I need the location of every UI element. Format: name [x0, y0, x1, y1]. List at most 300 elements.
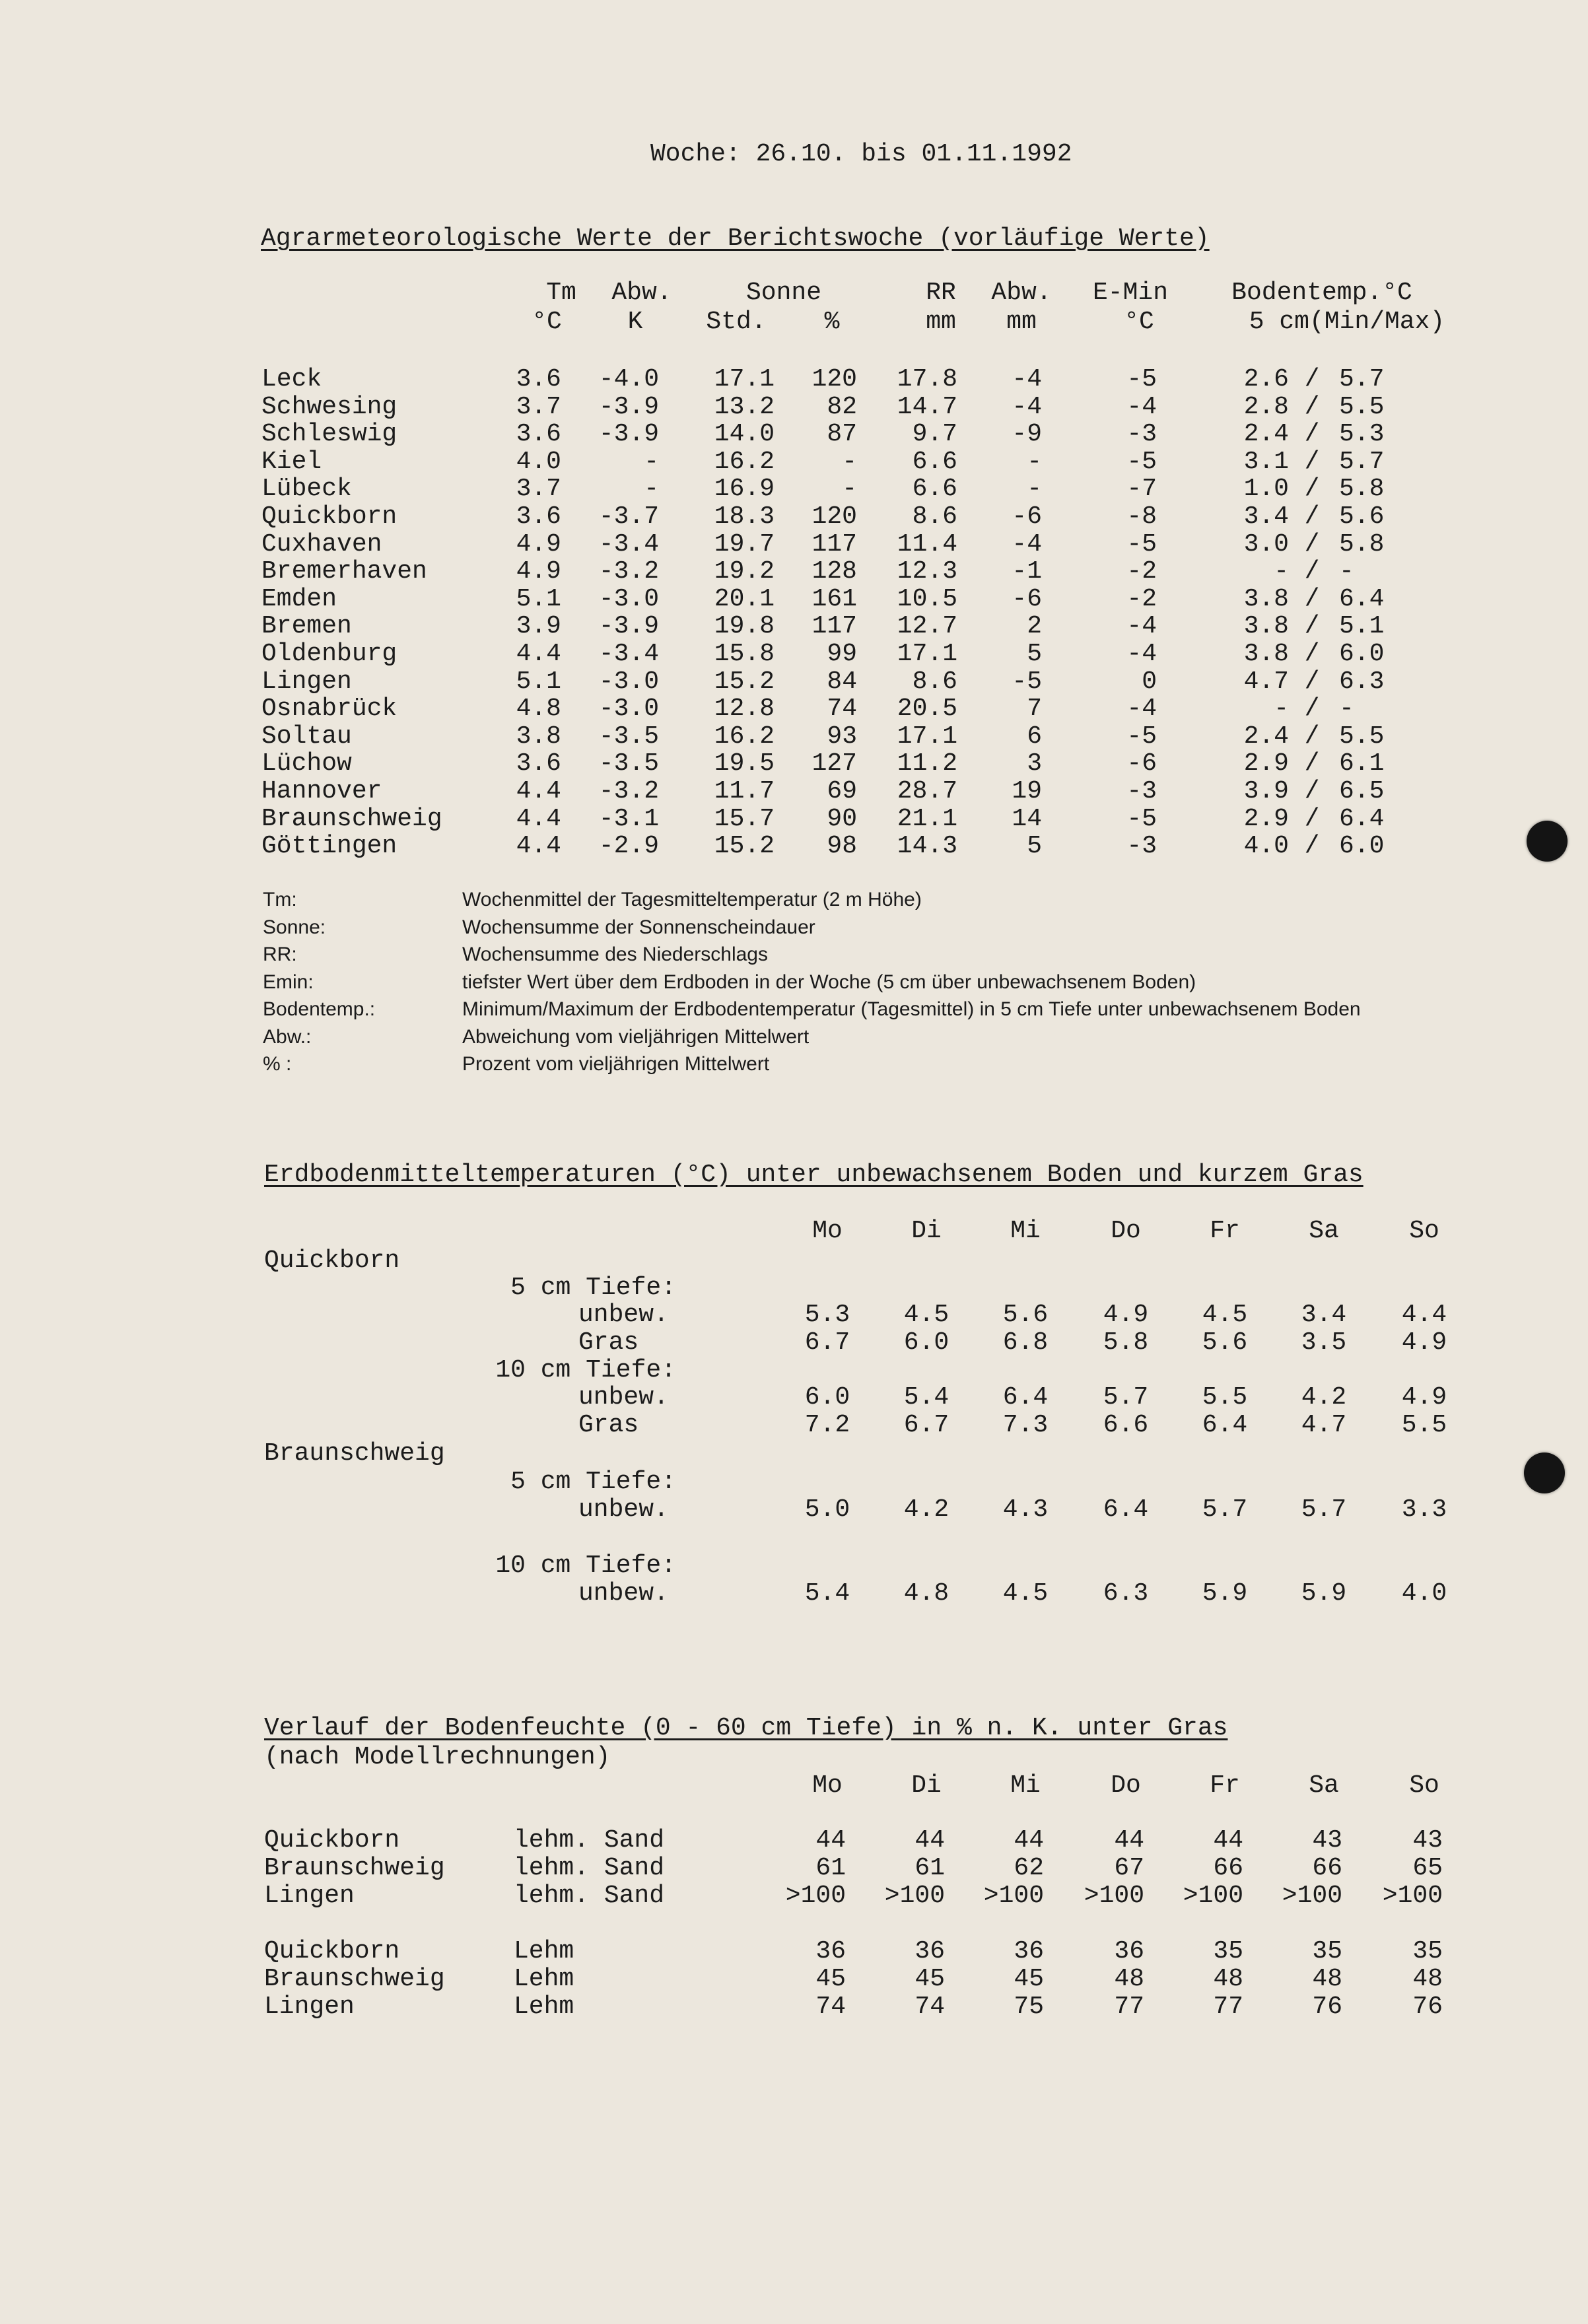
moisture-cell: 45 — [815, 1965, 846, 1993]
moisture-cell: 36 — [1014, 1937, 1044, 1965]
soil-type: lehm. Sand — [514, 1854, 665, 1882]
punch-hole-top — [1527, 821, 1568, 862]
soil-temp-min: 2.6 — [1243, 365, 1289, 393]
moisture-cell: 44 — [1213, 1826, 1243, 1855]
soil-temp-max: 6.0 — [1339, 832, 1385, 861]
agrar-cell: 84 — [827, 667, 857, 696]
agrar-cell: 28.7 — [897, 777, 957, 805]
agrar-cell: - — [644, 475, 659, 504]
agrar-cell: 13.2 — [714, 392, 775, 421]
agrar-cell: -9 — [1012, 420, 1042, 449]
day-header: Do — [1111, 1217, 1141, 1245]
agrar-cell: -5 — [1126, 804, 1157, 833]
moisture-cell: 35 — [1213, 1937, 1243, 1965]
legend-term: Sonne: — [263, 916, 326, 938]
moisture-cell: 48 — [1312, 1965, 1342, 1993]
soil-temp-min: - — [1274, 695, 1289, 724]
soil-temp-separator: / — [1304, 502, 1320, 531]
soil-type: lehm. Sand — [514, 1826, 665, 1855]
soil-temp-separator: / — [1304, 804, 1320, 833]
agrar-cell: 3.6 — [516, 365, 561, 393]
legend-term: RR: — [263, 943, 297, 965]
agrar-cell: -2.9 — [598, 832, 659, 861]
erdboden-title: Erdbodenmitteltemperaturen (°C) unter unbewachsenem Boden und kurzem Gras — [264, 1161, 1364, 1189]
station-name: Emden — [261, 584, 337, 613]
agrar-header-bottom: °C — [1124, 308, 1154, 336]
station-name: Leck — [261, 365, 322, 393]
legend-desc: tiefster Wert über dem Erdboden in der Woche (5 cm über unbewachsenem Boden) — [462, 971, 1196, 993]
agrar-cell: -4 — [1126, 392, 1157, 421]
agrar-title: Agrarmeteorologische Werte der Berichtswoche (vorläufige Werte) — [261, 224, 1210, 253]
moisture-cell: >100 — [1282, 1882, 1342, 1910]
bodenfeuchte-title: Verlauf der Bodenfeuchte (0 - 60 cm Tiefe) in % n. K. unter Gras — [264, 1714, 1228, 1742]
agrar-cell: 93 — [827, 722, 857, 751]
temperature-cell: 5.4 — [804, 1579, 850, 1608]
agrar-cell: 12.3 — [897, 557, 957, 586]
agrar-header-bottom: K — [627, 308, 643, 336]
station-name: Lingen — [261, 667, 352, 696]
agrar-cell: 5 — [1027, 832, 1042, 861]
legend-term: Abw.: — [263, 1025, 312, 1048]
agrar-cell: -3.2 — [598, 557, 659, 586]
moisture-cell: 62 — [1014, 1854, 1044, 1882]
agrar-cell: -6 — [1012, 584, 1042, 613]
agrar-cell: 3 — [1027, 749, 1042, 778]
temperature-cell: 3.3 — [1401, 1495, 1447, 1524]
agrar-cell: -5 — [1012, 667, 1042, 696]
agrar-cell: 18.3 — [714, 502, 775, 531]
moisture-cell: 44 — [1014, 1826, 1044, 1855]
agrar-cell: 3.8 — [516, 722, 561, 751]
station-name: Oldenburg — [261, 640, 397, 668]
moisture-cell: 36 — [915, 1937, 945, 1965]
agrar-cell: 17.1 — [897, 722, 957, 751]
moisture-cell: >100 — [785, 1882, 846, 1910]
temperature-cell: 7.2 — [804, 1411, 850, 1439]
temperature-cell: 6.8 — [1002, 1328, 1049, 1357]
station-name: Cuxhaven — [261, 530, 382, 559]
agrar-cell: 6.6 — [912, 475, 957, 504]
surface-label: unbew. — [578, 1495, 669, 1524]
bodenfeuchte-subtitle: (nach Modellrechnungen) — [264, 1743, 611, 1771]
agrar-cell: 11.2 — [897, 749, 957, 778]
soil-temp-min: 3.9 — [1243, 777, 1289, 805]
temperature-cell: 5.5 — [1202, 1383, 1248, 1412]
agrar-header-bottom: mm — [926, 308, 956, 336]
agrar-cell: 90 — [827, 804, 857, 833]
legend-desc: Wochensumme des Niederschlags — [462, 943, 768, 965]
agrar-cell: 11.7 — [714, 777, 775, 805]
surface-label: unbew. — [578, 1301, 669, 1329]
station-name: Lübeck — [261, 475, 352, 504]
moisture-cell: 74 — [815, 1993, 846, 2021]
day-header: Mo — [812, 1771, 843, 1800]
agrar-header-bottom: Std. — [706, 308, 767, 336]
agrar-cell: 12.8 — [714, 695, 775, 724]
agrar-cell: - — [1027, 447, 1042, 476]
agrar-cell: -6 — [1126, 749, 1157, 778]
agrar-cell: - — [842, 475, 857, 504]
agrar-cell: -3 — [1126, 420, 1157, 449]
agrar-cell: 82 — [827, 392, 857, 421]
agrar-cell: - — [644, 447, 659, 476]
agrar-cell: -2 — [1126, 584, 1157, 613]
agrar-cell: 0 — [1142, 667, 1157, 696]
legend-term: % : — [263, 1053, 292, 1075]
soil-temp-max: 5.7 — [1339, 365, 1385, 393]
soil-temp-min: 2.4 — [1243, 420, 1289, 449]
agrar-header-bottom: 5 cm(Min/Max) — [1249, 308, 1445, 336]
soil-temp-separator: / — [1304, 392, 1320, 421]
agrar-cell: 99 — [827, 640, 857, 668]
agrar-cell: -8 — [1126, 502, 1157, 531]
agrar-cell: 19.5 — [714, 749, 775, 778]
surface-label: Gras — [578, 1328, 639, 1357]
station-name: Schwesing — [261, 392, 397, 421]
agrar-cell: -4 — [1012, 392, 1042, 421]
temperature-cell: 6.0 — [903, 1328, 949, 1357]
day-header: So — [1409, 1771, 1439, 1800]
agrar-cell: 17.1 — [897, 640, 957, 668]
agrar-cell: 15.8 — [714, 640, 775, 668]
agrar-cell: 16.9 — [714, 475, 775, 504]
agrar-cell: -3.1 — [598, 804, 659, 833]
temperature-cell: 6.4 — [1002, 1383, 1049, 1412]
agrar-cell: 3.7 — [516, 475, 561, 504]
soil-temp-separator: / — [1304, 612, 1320, 641]
station-name: Quickborn — [264, 1937, 400, 1965]
soil-temp-separator: / — [1304, 420, 1320, 449]
station-name: Braunschweig — [261, 804, 442, 833]
agrar-cell: 4.4 — [516, 640, 561, 668]
agrar-cell: -3 — [1126, 832, 1157, 861]
agrar-cell: -4 — [1126, 612, 1157, 641]
agrar-cell: -4.0 — [598, 365, 659, 393]
agrar-cell: 3.6 — [516, 502, 561, 531]
agrar-cell: -3.0 — [598, 667, 659, 696]
moisture-cell: 44 — [815, 1826, 846, 1855]
temperature-cell: 7.3 — [1002, 1411, 1049, 1439]
depth-label: 5 cm Tiefe: — [510, 1274, 676, 1302]
soil-temp-separator: / — [1304, 722, 1320, 751]
station-name: Quickborn — [261, 502, 397, 531]
agrar-cell: 3.9 — [516, 612, 561, 641]
agrar-cell: -5 — [1126, 530, 1157, 559]
agrar-cell: 5.1 — [516, 584, 561, 613]
agrar-cell: -5 — [1126, 447, 1157, 476]
soil-temp-max: 5.8 — [1339, 475, 1385, 504]
agrar-cell: - — [842, 447, 857, 476]
station-name: Braunschweig — [264, 1965, 445, 1993]
soil-temp-min: 3.4 — [1243, 502, 1289, 531]
day-header: Di — [911, 1771, 942, 1800]
agrar-cell: -3.9 — [598, 612, 659, 641]
agrar-cell: 4.8 — [516, 695, 561, 724]
agrar-cell: -5 — [1126, 722, 1157, 751]
soil-temp-max: 5.1 — [1339, 612, 1385, 641]
agrar-header-top: Bodentemp.°C — [1231, 279, 1412, 307]
soil-temp-separator: / — [1304, 640, 1320, 668]
agrar-header-top: E-Min — [1092, 279, 1169, 307]
agrar-cell: -4 — [1126, 695, 1157, 724]
agrar-cell: 17.1 — [714, 365, 775, 393]
soil-temp-separator: / — [1304, 667, 1320, 696]
legend-desc: Abweichung vom vieljährigen Mittelwert — [462, 1025, 810, 1048]
moisture-cell: 48 — [1412, 1965, 1443, 1993]
soil-temp-min: 3.0 — [1243, 530, 1289, 559]
temperature-cell: 5.7 — [1202, 1495, 1248, 1524]
temperature-cell: 5.7 — [1103, 1383, 1149, 1412]
agrar-cell: 20.1 — [714, 584, 775, 613]
day-header: Fr — [1210, 1217, 1240, 1245]
soil-temp-min: 2.9 — [1243, 804, 1289, 833]
agrar-cell: 19 — [1012, 777, 1042, 805]
surface-label: unbew. — [578, 1383, 669, 1412]
soil-temp-max: 6.0 — [1339, 640, 1385, 668]
agrar-cell: -4 — [1012, 365, 1042, 393]
soil-temp-min: 4.7 — [1243, 667, 1289, 696]
soil-temp-max: - — [1339, 557, 1354, 586]
depth-label: 10 cm Tiefe: — [495, 1356, 676, 1384]
day-header: Mi — [1010, 1771, 1041, 1800]
agrar-cell: 128 — [811, 557, 857, 586]
agrar-cell: 17.8 — [897, 365, 957, 393]
legend-term: Bodentemp.: — [263, 998, 376, 1020]
moisture-cell: >100 — [1382, 1882, 1443, 1910]
soil-temp-min: 3.1 — [1243, 447, 1289, 476]
soil-type: lehm. Sand — [514, 1882, 665, 1910]
temperature-cell: 3.5 — [1301, 1328, 1347, 1357]
soil-temp-separator: / — [1304, 365, 1320, 393]
agrar-cell: 3.6 — [516, 749, 561, 778]
station-name: Braunschweig — [264, 1854, 445, 1882]
agrar-cell: -3 — [1126, 777, 1157, 805]
station-name: Schleswig — [261, 420, 397, 449]
agrar-header-top: Tm — [546, 279, 576, 307]
temperature-cell: 6.7 — [804, 1328, 850, 1357]
temperature-cell: 5.3 — [804, 1301, 850, 1329]
agrar-cell: 8.6 — [912, 502, 957, 531]
moisture-cell: 65 — [1412, 1854, 1443, 1882]
agrar-cell: 21.1 — [897, 804, 957, 833]
legend-desc: Wochenmittel der Tagesmitteltemperatur (2 m Höhe) — [462, 889, 922, 910]
soil-temp-min: 3.8 — [1243, 612, 1289, 641]
agrar-cell: -4 — [1126, 640, 1157, 668]
soil-temp-separator: / — [1304, 749, 1320, 778]
agrar-cell: 161 — [811, 584, 857, 613]
agrar-cell: 19.2 — [714, 557, 775, 586]
agrar-cell: 12.7 — [897, 612, 957, 641]
moisture-cell: 75 — [1014, 1993, 1044, 2021]
week-label: Woche: 26.10. bis 01.11.1992 — [650, 140, 1072, 168]
moisture-cell: 67 — [1114, 1854, 1144, 1882]
agrar-cell: 20.5 — [897, 695, 957, 724]
moisture-cell: 43 — [1312, 1826, 1342, 1855]
day-header: Mo — [812, 1217, 843, 1245]
agrar-cell: 4.9 — [516, 530, 561, 559]
moisture-cell: 77 — [1114, 1993, 1144, 2021]
soil-type: Lehm — [514, 1965, 574, 1993]
soil-temp-max: 6.1 — [1339, 749, 1385, 778]
agrar-cell: 9.7 — [912, 420, 957, 449]
surface-label: Gras — [578, 1411, 639, 1439]
moisture-cell: 36 — [815, 1937, 846, 1965]
soil-temp-max: 5.6 — [1339, 502, 1385, 531]
agrar-cell: 5.1 — [516, 667, 561, 696]
depth-label: 5 cm Tiefe: — [510, 1468, 676, 1496]
moisture-cell: 61 — [915, 1854, 945, 1882]
moisture-cell: 76 — [1312, 1993, 1342, 2021]
temperature-cell: 5.6 — [1202, 1328, 1248, 1357]
agrar-cell: 4.9 — [516, 557, 561, 586]
station-name: Braunschweig — [264, 1439, 445, 1468]
temperature-cell: 4.9 — [1401, 1383, 1447, 1412]
depth-label: 10 cm Tiefe: — [495, 1552, 676, 1580]
soil-temp-min: 4.0 — [1243, 832, 1289, 861]
temperature-cell: 3.4 — [1301, 1301, 1347, 1329]
agrar-cell: 4.4 — [516, 777, 561, 805]
temperature-cell: 5.5 — [1401, 1411, 1447, 1439]
station-name: Bremen — [261, 612, 352, 641]
agrar-cell: 15.2 — [714, 832, 775, 861]
moisture-cell: 44 — [1114, 1826, 1144, 1855]
soil-temp-min: 2.9 — [1243, 749, 1289, 778]
temperature-cell: 4.0 — [1401, 1579, 1447, 1608]
station-name: Hannover — [261, 777, 382, 805]
soil-temp-min: 1.0 — [1243, 475, 1289, 504]
temperature-cell: 4.5 — [1002, 1579, 1049, 1608]
soil-temp-max: 5.3 — [1339, 420, 1385, 449]
station-name: Soltau — [261, 722, 352, 751]
moisture-cell: 43 — [1412, 1826, 1443, 1855]
soil-temp-min: 2.8 — [1243, 392, 1289, 421]
temperature-cell: 4.7 — [1301, 1411, 1347, 1439]
soil-temp-min: 3.8 — [1243, 640, 1289, 668]
temperature-cell: 4.2 — [903, 1495, 949, 1524]
moisture-cell: 45 — [1014, 1965, 1044, 1993]
soil-temp-max: 6.4 — [1339, 584, 1385, 613]
day-header: So — [1409, 1217, 1439, 1245]
station-name: Osnabrück — [261, 695, 397, 724]
temperature-cell: 4.5 — [903, 1301, 949, 1329]
agrar-cell: 4.4 — [516, 832, 561, 861]
agrar-cell: 3.6 — [516, 420, 561, 449]
agrar-cell: -3.9 — [598, 420, 659, 449]
agrar-cell: - — [1027, 475, 1042, 504]
agrar-cell: 11.4 — [897, 530, 957, 559]
temperature-cell: 4.2 — [1301, 1383, 1347, 1412]
temperature-cell: 5.9 — [1202, 1579, 1248, 1608]
soil-type: Lehm — [514, 1993, 574, 2021]
agrar-cell: -7 — [1126, 475, 1157, 504]
temperature-cell: 6.3 — [1103, 1579, 1149, 1608]
temperature-cell: 5.7 — [1301, 1495, 1347, 1524]
agrar-cell: 69 — [827, 777, 857, 805]
agrar-cell: 16.2 — [714, 722, 775, 751]
temperature-cell: 5.4 — [903, 1383, 949, 1412]
moisture-cell: 45 — [915, 1965, 945, 1993]
moisture-cell: >100 — [983, 1882, 1044, 1910]
agrar-cell: 14 — [1012, 804, 1042, 833]
soil-temp-max: 5.7 — [1339, 447, 1385, 476]
day-header: Mi — [1010, 1217, 1041, 1245]
agrar-cell: -6 — [1012, 502, 1042, 531]
agrar-cell: 127 — [811, 749, 857, 778]
legend-desc: Prozent vom vieljährigen Mittelwert — [462, 1053, 770, 1075]
station-name: Kiel — [261, 447, 322, 476]
moisture-cell: 44 — [915, 1826, 945, 1855]
agrar-cell: 87 — [827, 420, 857, 449]
agrar-header-bottom: % — [824, 308, 840, 336]
agrar-cell: -3.2 — [598, 777, 659, 805]
legend-term: Emin: — [263, 971, 314, 993]
temperature-cell: 6.0 — [804, 1383, 850, 1412]
station-name: Göttingen — [261, 832, 397, 861]
moisture-cell: >100 — [884, 1882, 945, 1910]
agrar-cell: 15.2 — [714, 667, 775, 696]
agrar-cell: 74 — [827, 695, 857, 724]
temperature-cell: 6.4 — [1103, 1495, 1149, 1524]
agrar-cell: -3.5 — [598, 722, 659, 751]
moisture-cell: 66 — [1213, 1854, 1243, 1882]
agrar-cell: 19.8 — [714, 612, 775, 641]
agrar-header-bottom: °C — [532, 308, 562, 336]
agrar-cell: 15.7 — [714, 804, 775, 833]
soil-temp-separator: / — [1304, 777, 1320, 805]
temperature-cell: 5.8 — [1103, 1328, 1149, 1357]
temperature-cell: 4.9 — [1103, 1301, 1149, 1329]
agrar-header-top: RR — [926, 279, 956, 307]
soil-temp-separator: / — [1304, 832, 1320, 861]
moisture-cell: >100 — [1084, 1882, 1144, 1910]
agrar-cell: -4 — [1012, 530, 1042, 559]
surface-label: unbew. — [578, 1579, 669, 1608]
temperature-cell: 4.5 — [1202, 1301, 1248, 1329]
day-header: Do — [1111, 1771, 1141, 1800]
soil-temp-max: 6.3 — [1339, 667, 1385, 696]
temperature-cell: 4.8 — [903, 1579, 949, 1608]
soil-temp-max: 5.8 — [1339, 530, 1385, 559]
soil-temp-max: 6.5 — [1339, 777, 1385, 805]
soil-temp-separator: / — [1304, 695, 1320, 724]
agrar-cell: -3.4 — [598, 530, 659, 559]
agrar-cell: 14.7 — [897, 392, 957, 421]
temperature-cell: 6.7 — [903, 1411, 949, 1439]
temperature-cell: 6.4 — [1202, 1411, 1248, 1439]
station-name: Quickborn — [264, 1247, 400, 1275]
moisture-cell: 76 — [1412, 1993, 1443, 2021]
soil-temp-max: 5.5 — [1339, 392, 1385, 421]
agrar-cell: 3.7 — [516, 392, 561, 421]
moisture-cell: 61 — [815, 1854, 846, 1882]
agrar-cell: 7 — [1027, 695, 1042, 724]
moisture-cell: 35 — [1412, 1937, 1443, 1965]
moisture-cell: 36 — [1114, 1937, 1144, 1965]
moisture-cell: 74 — [915, 1993, 945, 2021]
moisture-cell: 35 — [1312, 1937, 1342, 1965]
agrar-cell: 117 — [811, 530, 857, 559]
agrar-cell: 6.6 — [912, 447, 957, 476]
agrar-cell: -3.5 — [598, 749, 659, 778]
soil-temp-separator: / — [1304, 584, 1320, 613]
agrar-cell: -3.9 — [598, 392, 659, 421]
station-name: Quickborn — [264, 1826, 400, 1855]
agrar-cell: 19.7 — [714, 530, 775, 559]
agrar-cell: 117 — [811, 612, 857, 641]
agrar-header-top: Sonne — [745, 279, 822, 307]
temperature-cell: 4.9 — [1401, 1328, 1447, 1357]
agrar-cell: 14.0 — [714, 420, 775, 449]
